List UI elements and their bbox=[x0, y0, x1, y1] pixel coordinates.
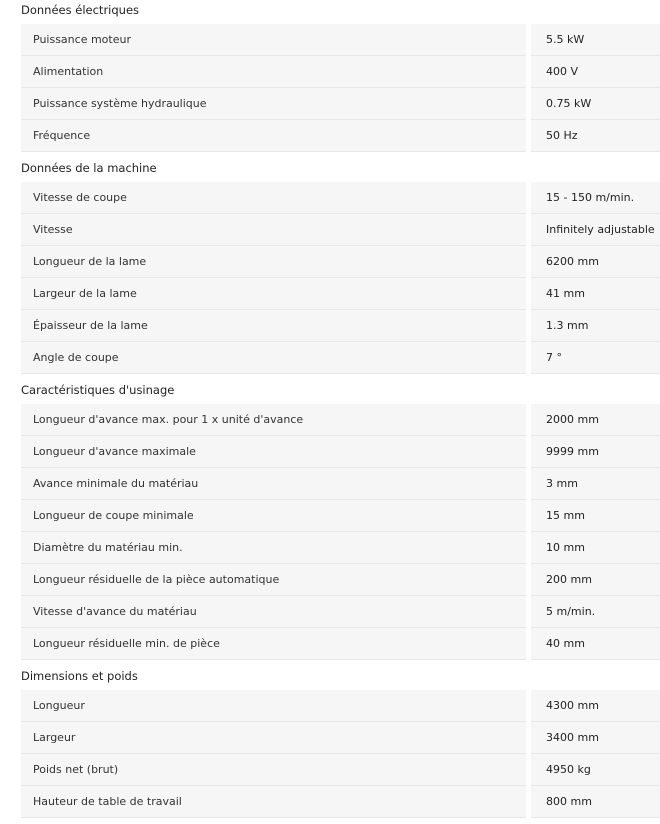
row-label: Longueur de coupe minimale bbox=[33, 509, 194, 522]
table-row bbox=[0, 24, 660, 56]
row-label: Diamètre du matériau min. bbox=[33, 541, 183, 554]
table-row bbox=[0, 120, 660, 152]
row-value: 50 Hz bbox=[546, 129, 578, 142]
row-label: Vitesse de coupe bbox=[33, 191, 127, 204]
table-row bbox=[0, 532, 660, 564]
row-value: 2000 mm bbox=[546, 413, 599, 426]
row-label: Longueur de la lame bbox=[33, 255, 147, 268]
row-label: Vitesse d'avance du matériau bbox=[33, 605, 197, 618]
row-label: Longueur résiduelle min. de pièce bbox=[33, 637, 220, 650]
row-value: Infinitely adjustable bbox=[546, 223, 655, 236]
row-value: 10 mm bbox=[546, 541, 585, 554]
row-value: 400 V bbox=[546, 65, 579, 78]
table-row bbox=[0, 754, 660, 786]
row-label: Épaisseur de la lame bbox=[33, 319, 148, 332]
table-row bbox=[0, 436, 660, 468]
row-label: Angle de coupe bbox=[33, 351, 119, 364]
row-label: Alimentation bbox=[33, 65, 104, 78]
row-value: 6200 mm bbox=[546, 255, 599, 268]
table-row bbox=[0, 342, 660, 374]
row-label: Puissance système hydraulique bbox=[33, 97, 207, 110]
table-row bbox=[0, 404, 660, 436]
row-label: Avance minimale du matériau bbox=[33, 477, 199, 490]
row-label: Hauteur de table de travail bbox=[33, 795, 182, 808]
section-title-dimensions: Dimensions et poids bbox=[21, 669, 138, 683]
row-value: 9999 mm bbox=[546, 445, 599, 458]
table-row bbox=[0, 182, 660, 214]
table-row bbox=[0, 596, 660, 628]
row-value: 1.3 mm bbox=[546, 319, 589, 332]
row-value: 4300 mm bbox=[546, 699, 599, 712]
row-label: Largeur de la lame bbox=[33, 287, 137, 300]
row-value: 41 mm bbox=[546, 287, 585, 300]
row-value: 4950 kg bbox=[546, 763, 591, 776]
row-value: 15 mm bbox=[546, 509, 585, 522]
table-row bbox=[0, 214, 660, 246]
table-row bbox=[0, 786, 660, 818]
table-row bbox=[0, 564, 660, 596]
table-row bbox=[0, 690, 660, 722]
section-title-machining: Caractéristiques d'usinage bbox=[21, 383, 175, 397]
row-value: 3 mm bbox=[546, 477, 578, 490]
row-value: 800 mm bbox=[546, 795, 592, 808]
table-row bbox=[0, 88, 660, 120]
row-label: Longueur d'avance maximale bbox=[33, 445, 196, 458]
section-title-electrical: Données électriques bbox=[21, 3, 140, 17]
row-value: 5.5 kW bbox=[546, 33, 585, 46]
row-value: 200 mm bbox=[546, 573, 592, 586]
table-row bbox=[0, 278, 660, 310]
row-label: Vitesse bbox=[33, 223, 73, 236]
table-row bbox=[0, 628, 660, 660]
row-label: Fréquence bbox=[33, 129, 91, 142]
table-row bbox=[0, 246, 660, 278]
row-label: Longueur résiduelle de la pièce automatique bbox=[33, 573, 280, 586]
table-row bbox=[0, 468, 660, 500]
row-value: 15 - 150 m/min. bbox=[546, 191, 635, 204]
row-label: Longueur bbox=[33, 699, 85, 712]
row-label: Puissance moteur bbox=[33, 33, 131, 46]
row-label: Longueur d'avance max. pour 1 x unité d'avance bbox=[33, 413, 304, 426]
row-value: 5 m/min. bbox=[546, 605, 596, 618]
table-row bbox=[0, 500, 660, 532]
row-value: 0.75 kW bbox=[546, 97, 592, 110]
row-label: Largeur bbox=[33, 731, 76, 744]
table-row bbox=[0, 722, 660, 754]
table-row bbox=[0, 56, 660, 88]
table-row bbox=[0, 310, 660, 342]
row-value: 3400 mm bbox=[546, 731, 599, 744]
row-value: 7 ° bbox=[546, 351, 562, 364]
row-label: Poids net (brut) bbox=[33, 763, 119, 776]
section-title-machine: Données de la machine bbox=[21, 161, 157, 175]
row-value: 40 mm bbox=[546, 637, 585, 650]
